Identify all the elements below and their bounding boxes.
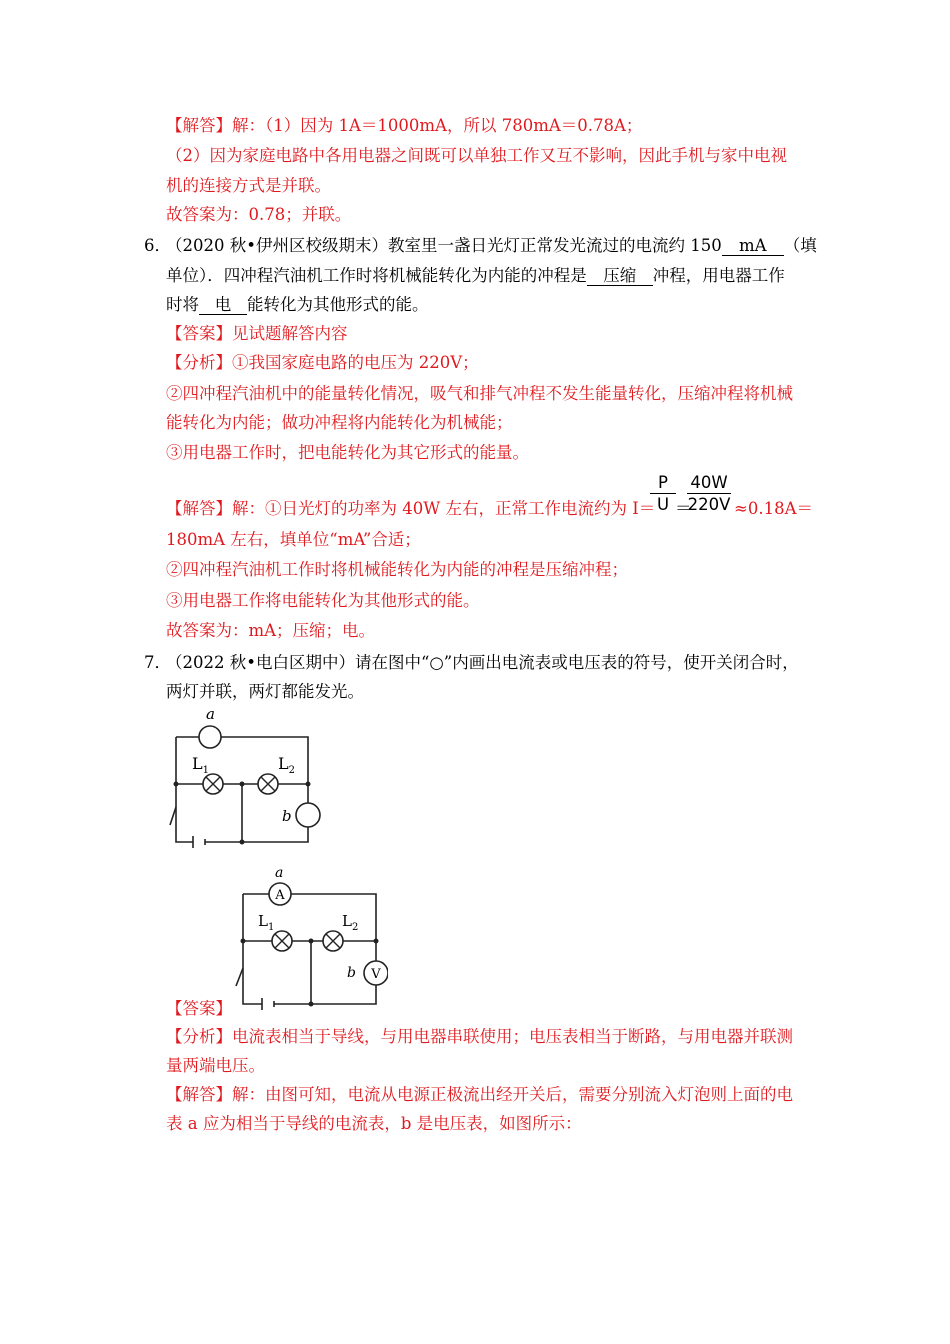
- q7-meter-b-circle: [296, 803, 320, 827]
- q6-blank3: 电: [199, 296, 247, 315]
- q7-c2-label-l2: $L_2$: [342, 912, 359, 933]
- q6-stem-c: 单位）．四冲程汽油机工作时将机械能转化为内能的冲程是: [166, 266, 587, 285]
- q5-solution-line1: 【解答】解：（1）因为 1A＝1000mA，所以 780mA＝0.78A；: [166, 116, 643, 135]
- q7-solution-2: 表 a 应为相当于导线的电流表，b 是电压表，如图所示：: [166, 1114, 582, 1133]
- q7-c2-label-b: b: [347, 965, 356, 981]
- q6-equals: ＝: [675, 499, 692, 518]
- q7-meter-a-circle: [199, 726, 221, 748]
- q7-analysis-1: 【分析】电流表相当于导线，与用电器串联使用；电压表相当于断路，与用电器并联测: [166, 1027, 793, 1046]
- q7-c1-label-b: b: [282, 807, 292, 825]
- q6-blank2: 压缩: [587, 267, 653, 286]
- q7-circuit-question: [160, 705, 330, 855]
- q7-c2-label-a: a: [275, 865, 284, 881]
- q7-c2-label-l1: $L_1$: [258, 912, 275, 933]
- q7-c1-label-l2: $L_2$: [278, 754, 295, 776]
- q6-frac2-denominator: 220V: [687, 495, 731, 514]
- q7-stem-line2: 两灯并联，两灯都能发光。: [166, 682, 364, 701]
- q6-stem-b: （填: [783, 236, 817, 255]
- q7-voltmeter-symbol: V: [371, 967, 381, 982]
- q6-frac2-numerator: 40W: [687, 473, 731, 494]
- q6-fraction-p-over-u: [650, 473, 676, 516]
- q7-analysis-2: 量两端电压。: [166, 1056, 265, 1075]
- q7-c1-label-l1: $L_1$: [192, 754, 209, 776]
- q6-frac1-numerator: P: [650, 473, 676, 494]
- q6-solution-4: ③用电器工作将电能转化为其他形式的能。: [166, 591, 480, 610]
- q6-stem-line1: [166, 235, 817, 257]
- q6-answer: 【答案】见试题解答内容: [166, 324, 348, 343]
- q7-solution-1: 【解答】解：由图可知，电流从电源正极流出经开关后，需要分别流入灯泡则上面的电: [166, 1085, 793, 1104]
- q5-solution-line2: （2）因为家庭电路中各用电器之间既可以单独工作又互不影响，因此手机与家中电视: [166, 146, 787, 165]
- q6-frac1-denominator: U: [656, 495, 670, 514]
- q6-final-answer: 故答案为：mA；压缩；电。: [166, 621, 376, 640]
- q7-c1-label-a: a: [206, 705, 215, 723]
- q7-circuit-answer: [228, 862, 388, 1012]
- q5-final-answer: 故答案为：0.78；并联。: [166, 205, 352, 224]
- q7-stem-line1: （2022 秋•电白区期中）请在图中“○”内画出电流表或电压表的符号，使开关闭合时，: [166, 653, 799, 672]
- q5-solution-line3: 机的连接方式是并联。: [166, 176, 331, 195]
- q7-answer: 【答案】: [166, 999, 232, 1018]
- q6-blank1: mA: [722, 237, 784, 256]
- q6-stem-line3: [166, 294, 429, 316]
- q6-stem-a: （2020 秋•伊州区校级期末）教室里一盏日光灯正常发光流过的电流约 150: [166, 236, 722, 255]
- q7-ammeter-symbol: A: [275, 888, 285, 903]
- q7-number: 7．: [144, 653, 171, 672]
- q6-stem-e: 时将: [166, 295, 199, 314]
- q6-stem-f: 能转化为其他形式的能。: [247, 295, 429, 314]
- q6-fraction-40w-over-220v: [687, 473, 731, 516]
- q6-stem-d: 冲程，用电器工作: [652, 266, 785, 285]
- q6-analysis-4: ③用电器工作时，把电能转化为其它形式的能量。: [166, 443, 529, 462]
- q6-number: 6．: [144, 236, 171, 255]
- q6-solution-1a: 【解答】解：①日光灯的功率为 40W 左右，正常工作电流约为 I＝: [166, 499, 656, 518]
- q6-analysis-3: 能转化为内能；做功冲程将内能转化为机械能；: [166, 413, 513, 432]
- q6-analysis-1: 【分析】①我国家庭电路的电压为 220V；: [166, 353, 479, 372]
- q6-solution-3: ②四冲程汽油机工作时将机械能转化为内能的冲程是压缩冲程；: [166, 560, 628, 579]
- q6-solution-2: 180mA 左右，填单位“mA”合适；: [166, 530, 421, 549]
- q6-solution-1b: ≈0.18A＝: [734, 499, 813, 518]
- q6-stem-line2: [166, 265, 785, 287]
- q6-analysis-2: ②四冲程汽油机中的能量转化情况，吸气和排气冲程不发生能量转化，压缩冲程将机械: [166, 384, 793, 403]
